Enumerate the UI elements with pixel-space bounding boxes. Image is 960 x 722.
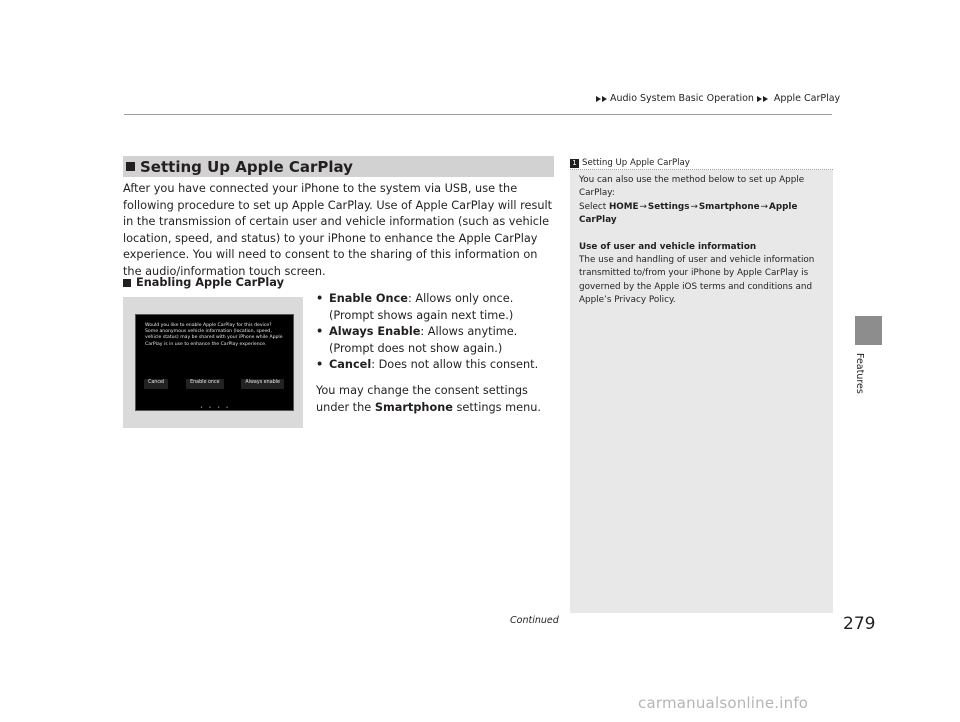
list-item: • Cancel: Does not allow this consent. — [316, 357, 556, 374]
note-title: Setting Up Apple CarPlay — [582, 158, 690, 168]
chapter-label: Features — [854, 353, 865, 394]
intro-paragraph: After you have connected your iPhone to the system via USB, use the following procedure to set up Apple CarPlay. Use of Apple CarPlay will result in the transmission of certain user and vehicle information (such as vehicle location, speed, and status) to your iPhone to enhance the Apple CarPlay experience. You will need to consent to the sharing of this information on the audio/information touch screen. — [123, 182, 553, 278]
note-header — [570, 157, 833, 170]
breadcrumb-arrow-icon — [596, 96, 601, 102]
subsection-heading — [123, 276, 284, 289]
section-heading — [123, 156, 554, 177]
note-paragraph: The use and handling of user and vehicle information transmitted to/from your iPhone by Apple CarPlay is governed by the Apple iOS terms and conditions and Apple’s Privacy Policy. — [579, 255, 815, 306]
dialog-message: Would you like to enable Apple CarPlay for this device? Some anonymous vehicle information (location, speed, vehicle status) may be shared with your iPhone while Apple CarPlay is in use to enhance the CarPlay experience. — [145, 323, 283, 347]
dialog-enable-once-button: Enable once — [186, 379, 223, 389]
consent-dialog — [140, 321, 287, 395]
note-subheading: Use of user and vehicle information — [579, 241, 757, 252]
arrow-right-icon: → — [639, 201, 647, 212]
section-square-icon — [126, 162, 135, 171]
subsection-square-icon — [123, 279, 131, 287]
continued-label: Continued — [510, 615, 559, 626]
dialog-always-enable-button: Always enable — [241, 379, 284, 389]
note-path: Select HOME→Settings→Smartphone→Apple CarPlay — [579, 201, 798, 226]
header-divider — [124, 114, 832, 115]
page-number: 279 — [843, 614, 876, 634]
note-line: You can also use the method below to set up Apple CarPlay: — [579, 175, 805, 199]
subsection-title: Enabling Apple CarPlay — [136, 276, 284, 289]
screen-indicator-dots: • • • • — [200, 405, 231, 411]
note-number-icon: 1 — [570, 159, 579, 168]
breadcrumb-arrow-icon — [763, 96, 768, 102]
section-title: Setting Up Apple CarPlay — [140, 157, 353, 176]
dialog-cancel-button: Cancel — [144, 379, 168, 389]
arrow-right-icon: → — [690, 201, 698, 212]
option-list — [316, 291, 556, 374]
list-item: • Enable Once: Allows only once. (Prompt shows again next time.) — [316, 291, 556, 324]
consent-note: You may change the consent settings under the Smartphone settings menu. — [316, 384, 542, 414]
breadcrumb — [596, 93, 840, 104]
breadcrumb-item-audio[interactable]: Audio System Basic Operation — [610, 93, 754, 104]
breadcrumb-arrow-icon — [757, 96, 762, 102]
chapter-tab[interactable] — [855, 316, 882, 345]
breadcrumb-item-carplay[interactable]: Apple CarPlay — [773, 93, 841, 104]
note-body — [579, 174, 829, 308]
arrow-right-icon: → — [760, 201, 769, 212]
breadcrumb-arrow-icon — [602, 96, 607, 102]
watermark: carmanualsonline.info — [638, 694, 809, 712]
list-item: • Always Enable: Allows anytime. (Prompt does not show again.) — [316, 324, 556, 357]
